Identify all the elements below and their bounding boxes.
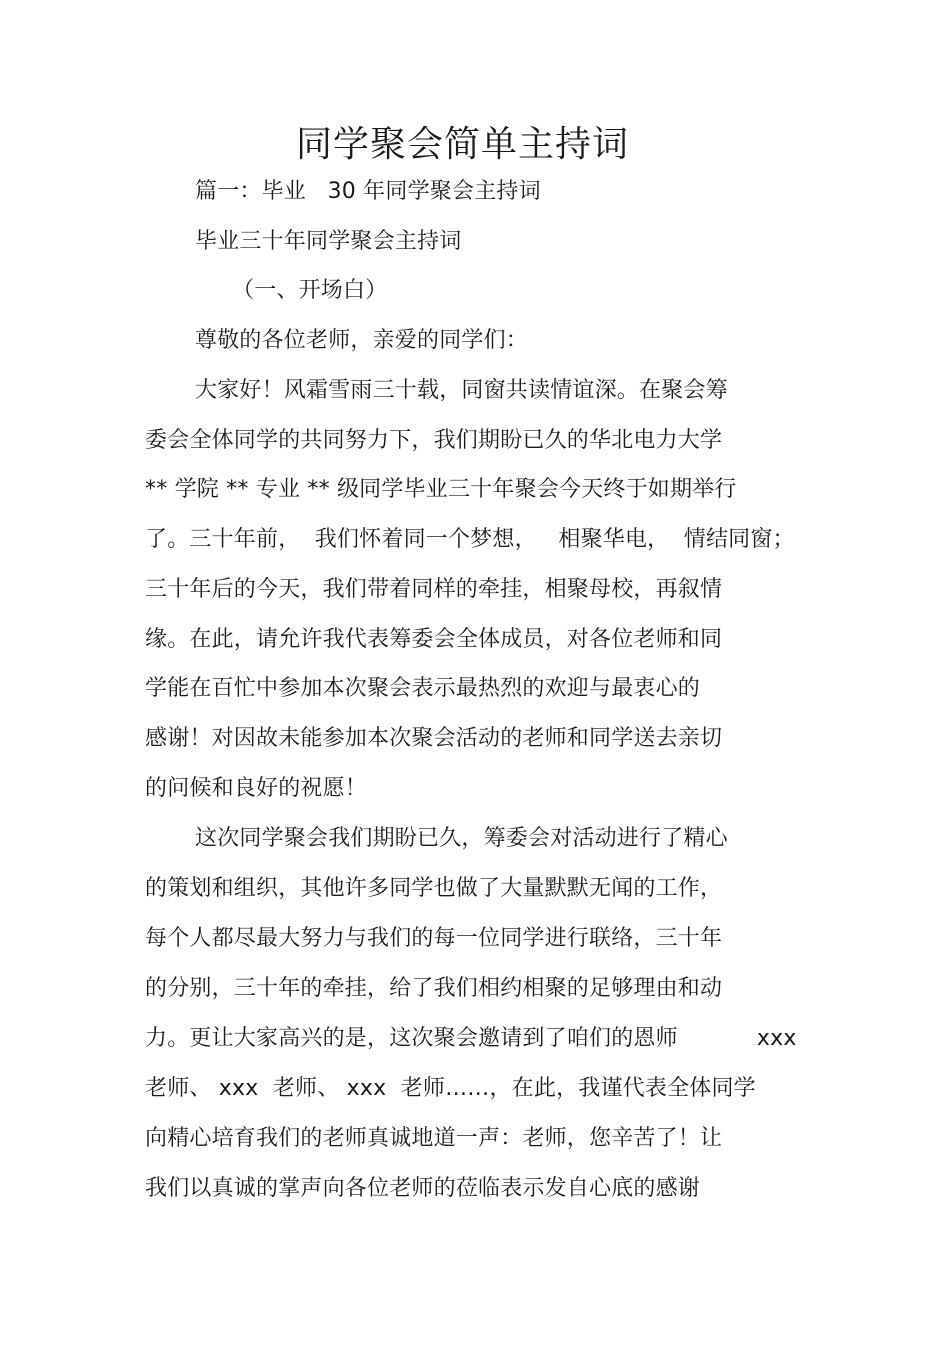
- text-line-heading-2: 毕业三十年同学聚会主持词: [195, 229, 462, 254]
- text-line: 力。更让大家高兴的是，这次聚会邀请到了咱们的恩师 xxx: [145, 1026, 797, 1051]
- text-line: 委会全体同学的共同努力下，我们期盼已久的华北电力大学: [145, 428, 723, 453]
- text-line: ** 学院 ** 专业 ** 级同学毕业三十年聚会今天终于如期举行: [145, 477, 737, 502]
- text-line: 的策划和组织，其他许多同学也做了大量默默无闻的工作，: [145, 876, 723, 901]
- text-line: 的问候和良好的祝愿！: [145, 776, 368, 801]
- text-line: 了。三十年前， 我们怀着同一个梦想， 相聚华电， 情结同窗；: [145, 527, 795, 552]
- text-line-heading-1: 篇一：毕业 30 年同学聚会主持词: [195, 179, 541, 204]
- text-line: 这次同学聚会我们期盼已久，筹委会对活动进行了精心: [195, 826, 728, 851]
- text-line: 老师、 xxx 老师、 xxx 老师……，在此，我谨代表全体同学: [145, 1076, 756, 1101]
- text-line: 向精心培育我们的老师真诚地道一声：老师，您辛苦了！让: [145, 1126, 723, 1151]
- document-title: 同学聚会简单主持词: [295, 124, 629, 165]
- text-line: 缘。在此，请允许我代表筹委会全体成员，对各位老师和同: [145, 627, 723, 652]
- text-line: 每个人都尽最大努力与我们的每一位同学进行联络，三十年: [145, 926, 723, 951]
- text-line: 我们以真诚的掌声向各位老师的莅临表示发自心底的感谢: [145, 1176, 701, 1201]
- text-line-salutation: 尊敬的各位老师，亲爱的同学们：: [195, 328, 529, 353]
- text-line: 大家好！风霜雪雨三十载，同窗共读情谊深。在聚会筹: [195, 378, 728, 403]
- text-line: 的分别，三十年的牵挂，给了我们相约相聚的足够理由和动: [145, 976, 723, 1001]
- text-line-section: （一、开场白）: [232, 278, 388, 303]
- text-line: 学能在百忙中参加本次聚会表示最热烈的欢迎与最衷心的: [145, 676, 701, 701]
- text-line: 三十年后的今天，我们带着同样的牵挂，相聚母校，再叙情: [145, 577, 723, 602]
- text-line: 感谢！对因故未能参加本次聚会活动的老师和同学送去亲切: [145, 726, 723, 751]
